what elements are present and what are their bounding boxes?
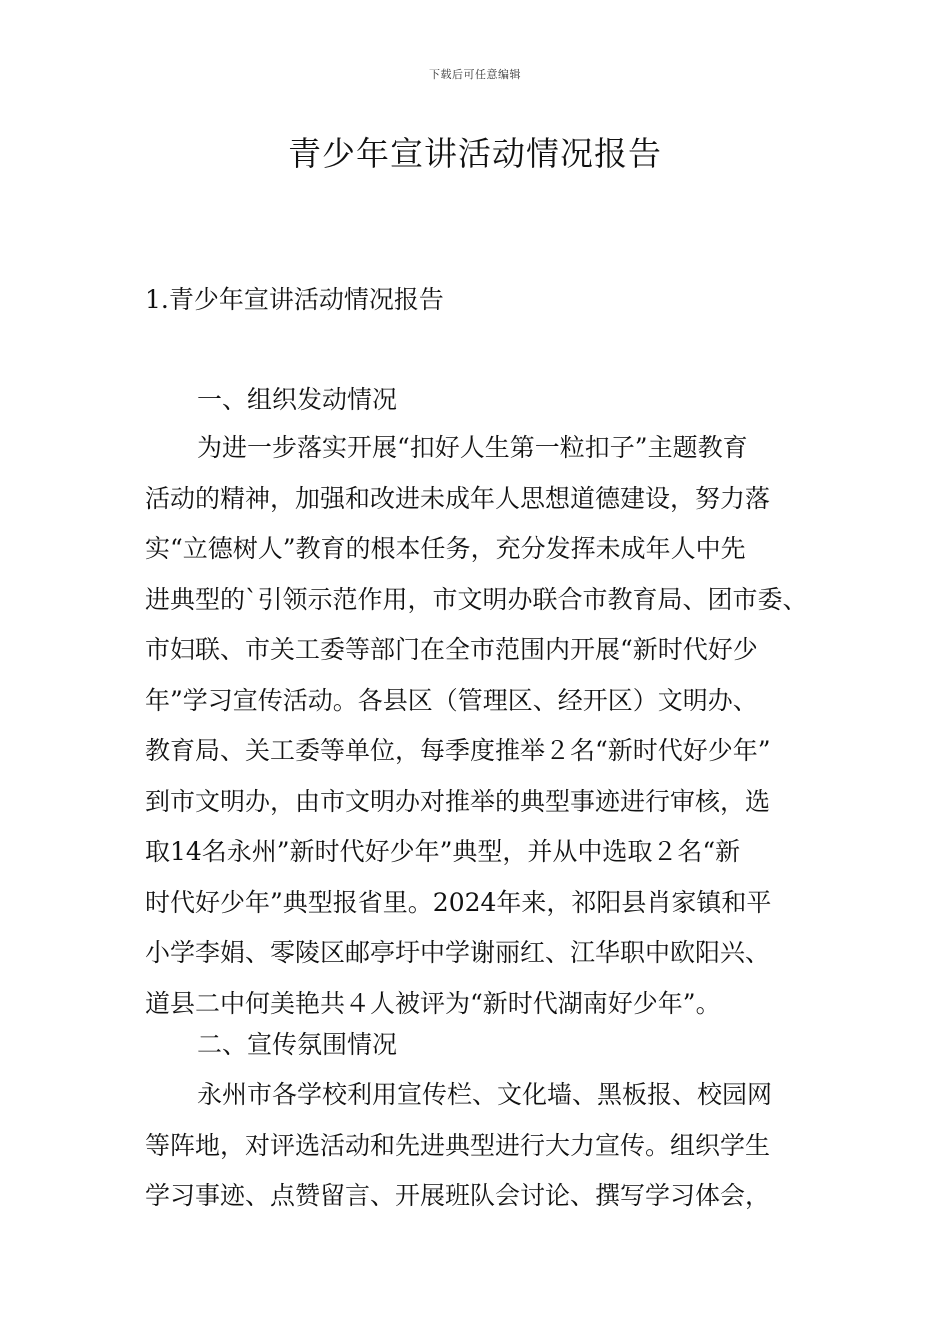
paragraph-line: 教育局、关工委等单位，每季度推举２名“新时代好少年” bbox=[145, 736, 771, 765]
paragraph-line: 进典型的`引领示范作用，市文明办联合市教育局、团市委、 bbox=[145, 584, 808, 614]
paragraph-line: 道县二中何美艳共４人被评为“新时代湖南好少年”。 bbox=[145, 988, 721, 1018]
section-paragraph-organization bbox=[145, 428, 815, 1034]
paragraph-line: 年”学习宣传活动。各县区（管理区、经开区）文明办、 bbox=[145, 685, 758, 715]
paragraph-line: 为进一步落实开展“扣好人生第一粒扣子”主题教育 bbox=[197, 433, 748, 462]
paragraph-line: 学习事迹、点赞留言、开展班队会讨论、撰写学习体会， bbox=[145, 1181, 771, 1210]
paragraph-line: 取14名永州”新时代好少年”典型，并从中选取２名“新 bbox=[145, 837, 741, 866]
document-title: 青少年宣讲活动情况报告 bbox=[288, 134, 662, 173]
paragraph-line: 实“立德树人”教育的根本任务，充分发挥未成年人中先 bbox=[145, 534, 746, 563]
subtitle: 1.青少年宣讲活动情况报告 bbox=[145, 285, 444, 314]
section-heading-publicity: 二、宣传氛围情况 bbox=[197, 1030, 398, 1059]
paragraph-line: 时代好少年”典型报省里。2024年来，祁阳县肖家镇和平 bbox=[145, 887, 772, 917]
paragraph-line: 到市文明办，由市文明办对推举的典型事迹进行审核，选 bbox=[145, 786, 771, 816]
paragraph-line: 市妇联、市关工委等部门在全市范围内开展“新时代好少 bbox=[145, 635, 758, 664]
paragraph-line: 活动的精神，加强和改进未成年人思想道德建设，努力落 bbox=[145, 483, 771, 513]
section-paragraph-publicity bbox=[145, 1075, 815, 1227]
paragraph-line: 等阵地，对评选活动和先进典型进行大力宣传。组织学生 bbox=[145, 1130, 771, 1160]
paragraph-line: 永州市各学校利用宣传栏、文化墙、黑板报、校园网 bbox=[197, 1080, 773, 1109]
header-note: 下载后可任意编辑 bbox=[429, 68, 521, 81]
paragraph-line: 小学李娟、零陵区邮亭圩中学谢丽红、江华职中欧阳兴、 bbox=[145, 938, 771, 967]
section-heading-organization: 一、组织发动情况 bbox=[197, 385, 398, 414]
